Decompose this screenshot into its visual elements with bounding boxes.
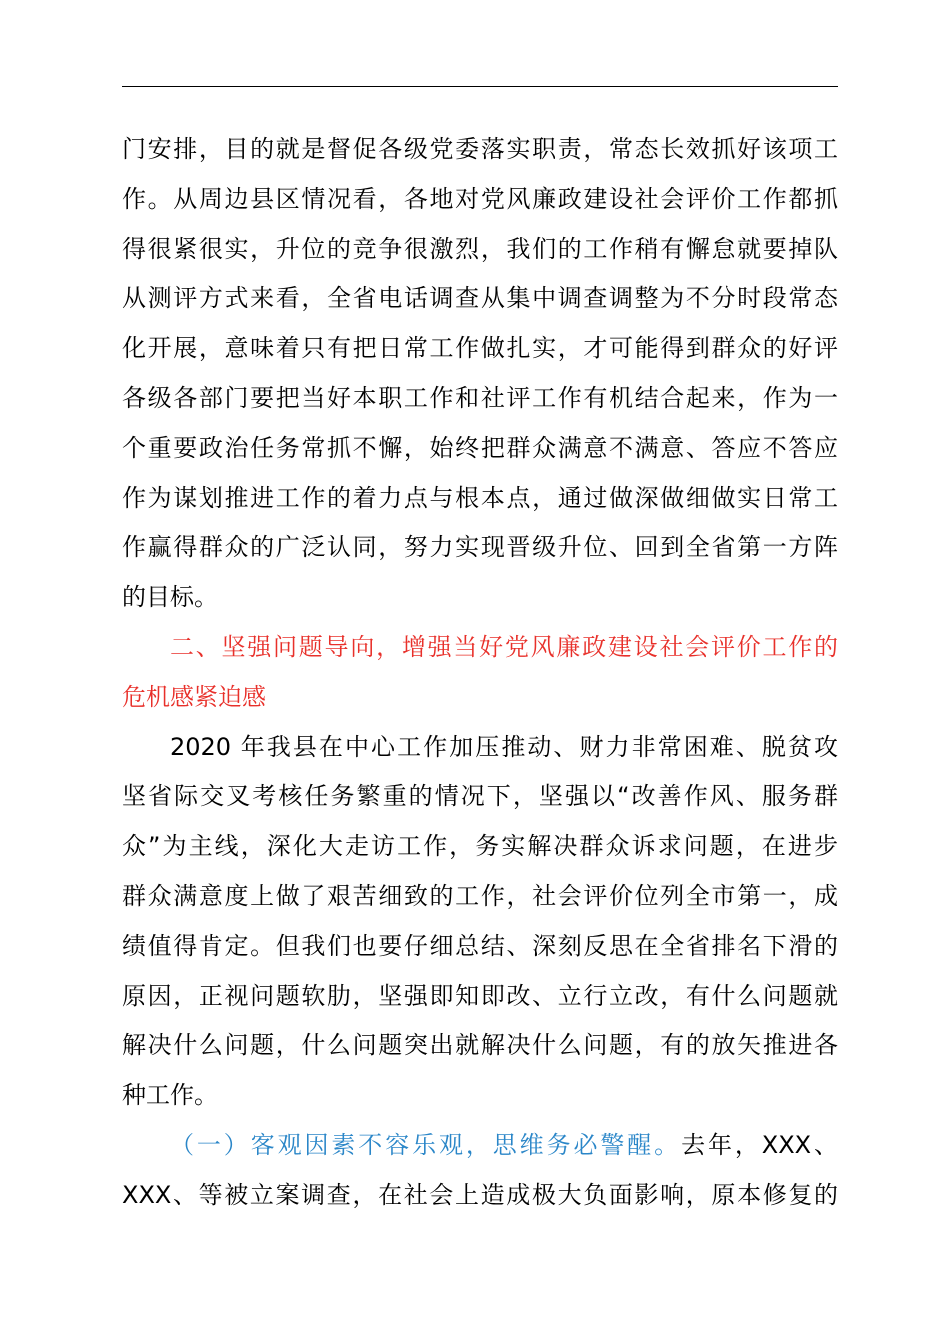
heading-line: 危机感紧迫感: [122, 682, 266, 711]
paragraph-continuation: [122, 125, 838, 623]
text-line: 2020 年我县在中心工作加压推动、财力非常困难、脱贫攻: [170, 732, 838, 761]
subsection-heading: （一）客观因素不容乐观，思维务必警醒。: [170, 1130, 682, 1159]
text-line: 门安排，目的就是督促各级党委落实职责，常态长效抓好该项工: [122, 135, 838, 163]
paragraph-subsection: [122, 1121, 838, 1221]
heading-line: 二、坚强问题导向，增强当好党风廉政建设社会评价工作的: [170, 632, 838, 661]
text-line: 从测评方式来看，全省电话调查从集中调查调整为不分时段常态: [122, 284, 838, 313]
text-line: 个重要政治任务常抓不懈，始终把群众满意不满意、答应不答应: [122, 433, 838, 462]
subsection-text: 去年，XXX、: [681, 1130, 838, 1159]
text-line: 种工作。: [122, 1081, 218, 1110]
text-line: 解决什么问题，什么问题突出就解决什么问题，有的放矢推进各: [122, 1031, 838, 1060]
text-line: XXX、等被立案调查，在社会上造成极大负面影响，原本修复的: [122, 1180, 838, 1209]
header-rule: [122, 86, 838, 87]
text-line: 众”为主线，深化大走访工作，务实解决群众诉求问题，在进步: [122, 832, 838, 861]
text-line: 原因，正视问题软肋，坚强即知即改、立行立改，有什么问题就: [122, 981, 838, 1010]
text-line: 作为谋划推进工作的着力点与根本点，通过做深做细做实日常工: [122, 483, 838, 512]
text-line: 坚省际交叉考核任务繁重的情况下，坚强以“改善作风、服务群: [122, 782, 838, 811]
text-line: 得很紧很实，升位的竞争很激烈，我们的工作稍有懈怠就要掉队: [122, 234, 838, 263]
text-line: 群众满意度上做了艰苦细致的工作，社会评价位列全市第一，成: [122, 881, 838, 910]
section-heading: [122, 623, 838, 723]
text-line: 的目标。: [122, 583, 218, 612]
document-page: [122, 125, 838, 1221]
text-line: 绩值得肯定。但我们也要仔细总结、深刻反思在全省排名下滑的: [122, 931, 838, 960]
text-line: 各级各部门要把当好本职工作和社评工作有机结合起来，作为一: [122, 383, 838, 412]
text-line: 作赢得群众的广泛认同，努力实现晋级升位、回到全省第一方阵: [122, 533, 838, 562]
paragraph-body: [122, 723, 838, 1121]
text-line: 化开展，意味着只有把日常工作做扎实，才可能得到群众的好评: [122, 334, 838, 363]
text-line: 作。从周边县区情况看，各地对党风廉政建设社会评价工作都抓: [122, 184, 838, 213]
text-line: [122, 1121, 838, 1171]
